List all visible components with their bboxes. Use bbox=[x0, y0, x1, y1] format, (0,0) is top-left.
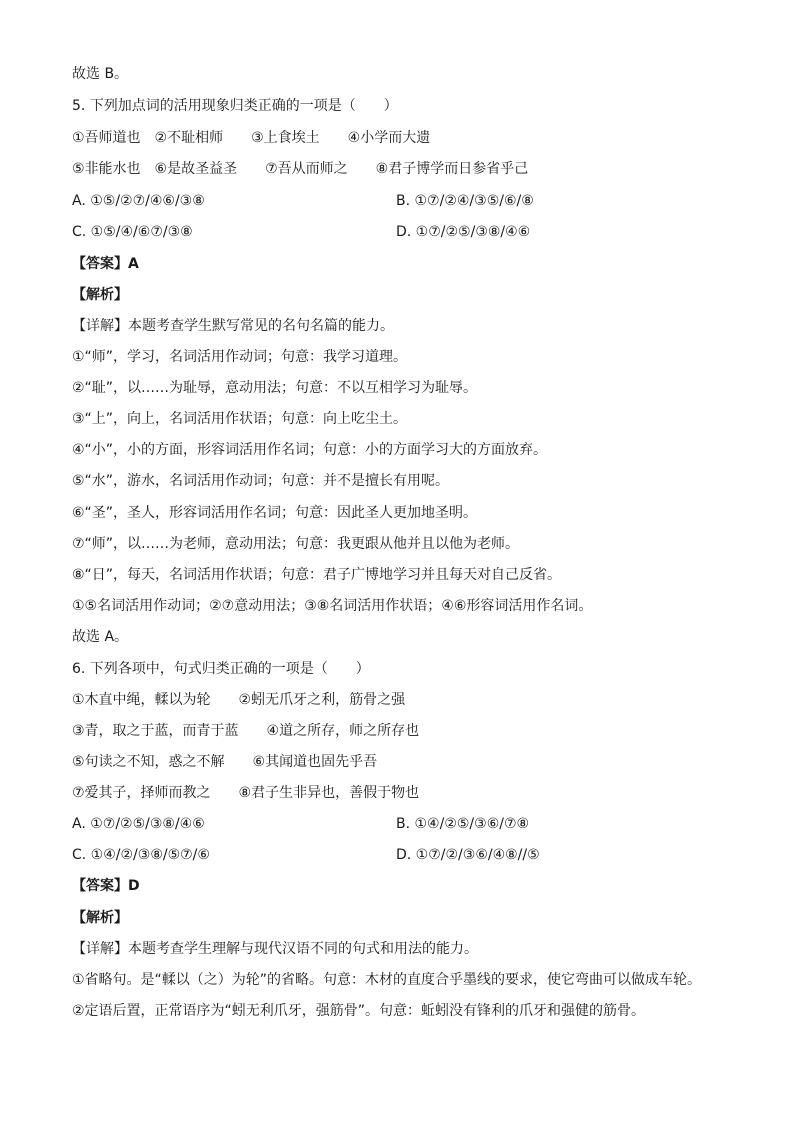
question-5-summary: ①⑤名词活用作动词；②⑦意动用法；③⑧名词活用作状语；④⑥形容词活用作名词。 bbox=[72, 598, 593, 614]
question-6-detail-item: ②定语后置，正常语序为“蚓无利爪牙，强筋骨”。句意：蚯蚓没有锋利的爪牙和强健的筋骨。 bbox=[72, 1003, 646, 1019]
question-6-detail-item: ①省略句。是“輮以（之）为轮”的省略。句意：木材的直度合乎墨线的要求，使它弯曲可以做成车轮。 bbox=[72, 972, 702, 988]
question-6-items-row-4: ⑦爱其子，择师而教之 ⑧君子生非异也，善假于物也 bbox=[72, 785, 420, 801]
question-6-analysis-heading: 【解析】 bbox=[72, 910, 128, 926]
question-6-option-b: B. ①④/②⑤/③⑥/⑦⑧ bbox=[396, 816, 530, 832]
question-5-detail-item: ④“小”，小的方面，形容词活用作名词；句意：小的方面学习大的方面放弃。 bbox=[72, 442, 548, 458]
question-6-items-row-1: ①木直中绳，輮以为轮 ②蚓无爪牙之利，筋骨之强 bbox=[72, 692, 406, 708]
question-6-items-row-2: ③青，取之于蓝，而青于蓝 ④道之所存，师之所存也 bbox=[72, 723, 420, 739]
question-5-conclusion: 故选 A。 bbox=[72, 629, 129, 645]
question-5-option-d: D. ①⑦/②⑤/③⑧/④⑥ bbox=[396, 224, 531, 240]
question-5-detail-item: ⑥“圣”，圣人，形容词活用作名词；句意：因此圣人更加地圣明。 bbox=[72, 505, 478, 521]
question-5-answer: 【答案】A bbox=[72, 256, 139, 272]
question-6-option-c: C. ①④/②/③⑧/⑤⑦/⑥ bbox=[72, 847, 210, 863]
question-5-option-a: A. ①⑤/②⑦/④⑥/③⑧ bbox=[72, 193, 205, 209]
question-6-answer: 【答案】D bbox=[72, 878, 140, 894]
question-6-option-a: A. ①⑦/②⑤/③⑧/④⑥ bbox=[72, 816, 205, 832]
question-5-items-row-1: ①吾师道也 ②不耻相师 ③上食埃土 ④小学而大遗 bbox=[72, 130, 431, 146]
question-6-stem: 6. 下列各项中，句式归类正确的一项是（ ） bbox=[72, 661, 370, 677]
question-6-detail-intro: 【详解】本题考查学生理解与现代汉语不同的句式和用法的能力。 bbox=[72, 941, 478, 957]
question-5-items-row-2: ⑤非能水也 ⑥是故圣益圣 ⑦吾从而师之 ⑧君子博学而日参省乎己 bbox=[72, 161, 529, 177]
question-5-detail-item: ①“师”，学习，名词活用作动词；句意：我学习道理。 bbox=[72, 349, 408, 365]
question-5-detail-item: ③“上”，向上，名词活用作状语；句意：向上吃尘土。 bbox=[72, 411, 408, 427]
question-5-detail-item: ⑧“日”，每天，名词活用作状语；句意：君子广博地学习并且每天对自己反省。 bbox=[72, 567, 562, 583]
question-5-detail-intro: 【详解】本题考查学生默写常见的名句名篇的能力。 bbox=[72, 318, 394, 334]
question-5-detail-item: ⑤“水”，游水，名词活用作动词；句意：并不是擅长有用呢。 bbox=[72, 473, 450, 489]
question-5-stem: 5. 下列加点词的活用现象归类正确的一项是（ ） bbox=[72, 98, 398, 114]
question-6-option-d: D. ①⑦/②/③⑥/④⑧//⑤ bbox=[396, 847, 540, 863]
question-5-detail-item: ⑦“师”，以……为老师，意动用法；句意：我更跟从他并且以他为老师。 bbox=[72, 536, 520, 552]
question-6-items-row-3: ⑤句读之不知，惑之不解 ⑥其闻道也固先乎吾 bbox=[72, 754, 378, 770]
question-5-analysis-heading: 【解析】 bbox=[72, 287, 128, 303]
question-5-option-c: C. ①⑤/④/⑥⑦/③⑧ bbox=[72, 224, 193, 240]
question-5-detail-item: ②“耻”，以……为耻辱，意动用法；句意：不以互相学习为耻辱。 bbox=[72, 380, 478, 396]
question-5-option-b: B. ①⑦/②④/③⑤/⑥/⑧ bbox=[396, 193, 534, 209]
conclusion-line: 故选 B。 bbox=[72, 66, 129, 82]
